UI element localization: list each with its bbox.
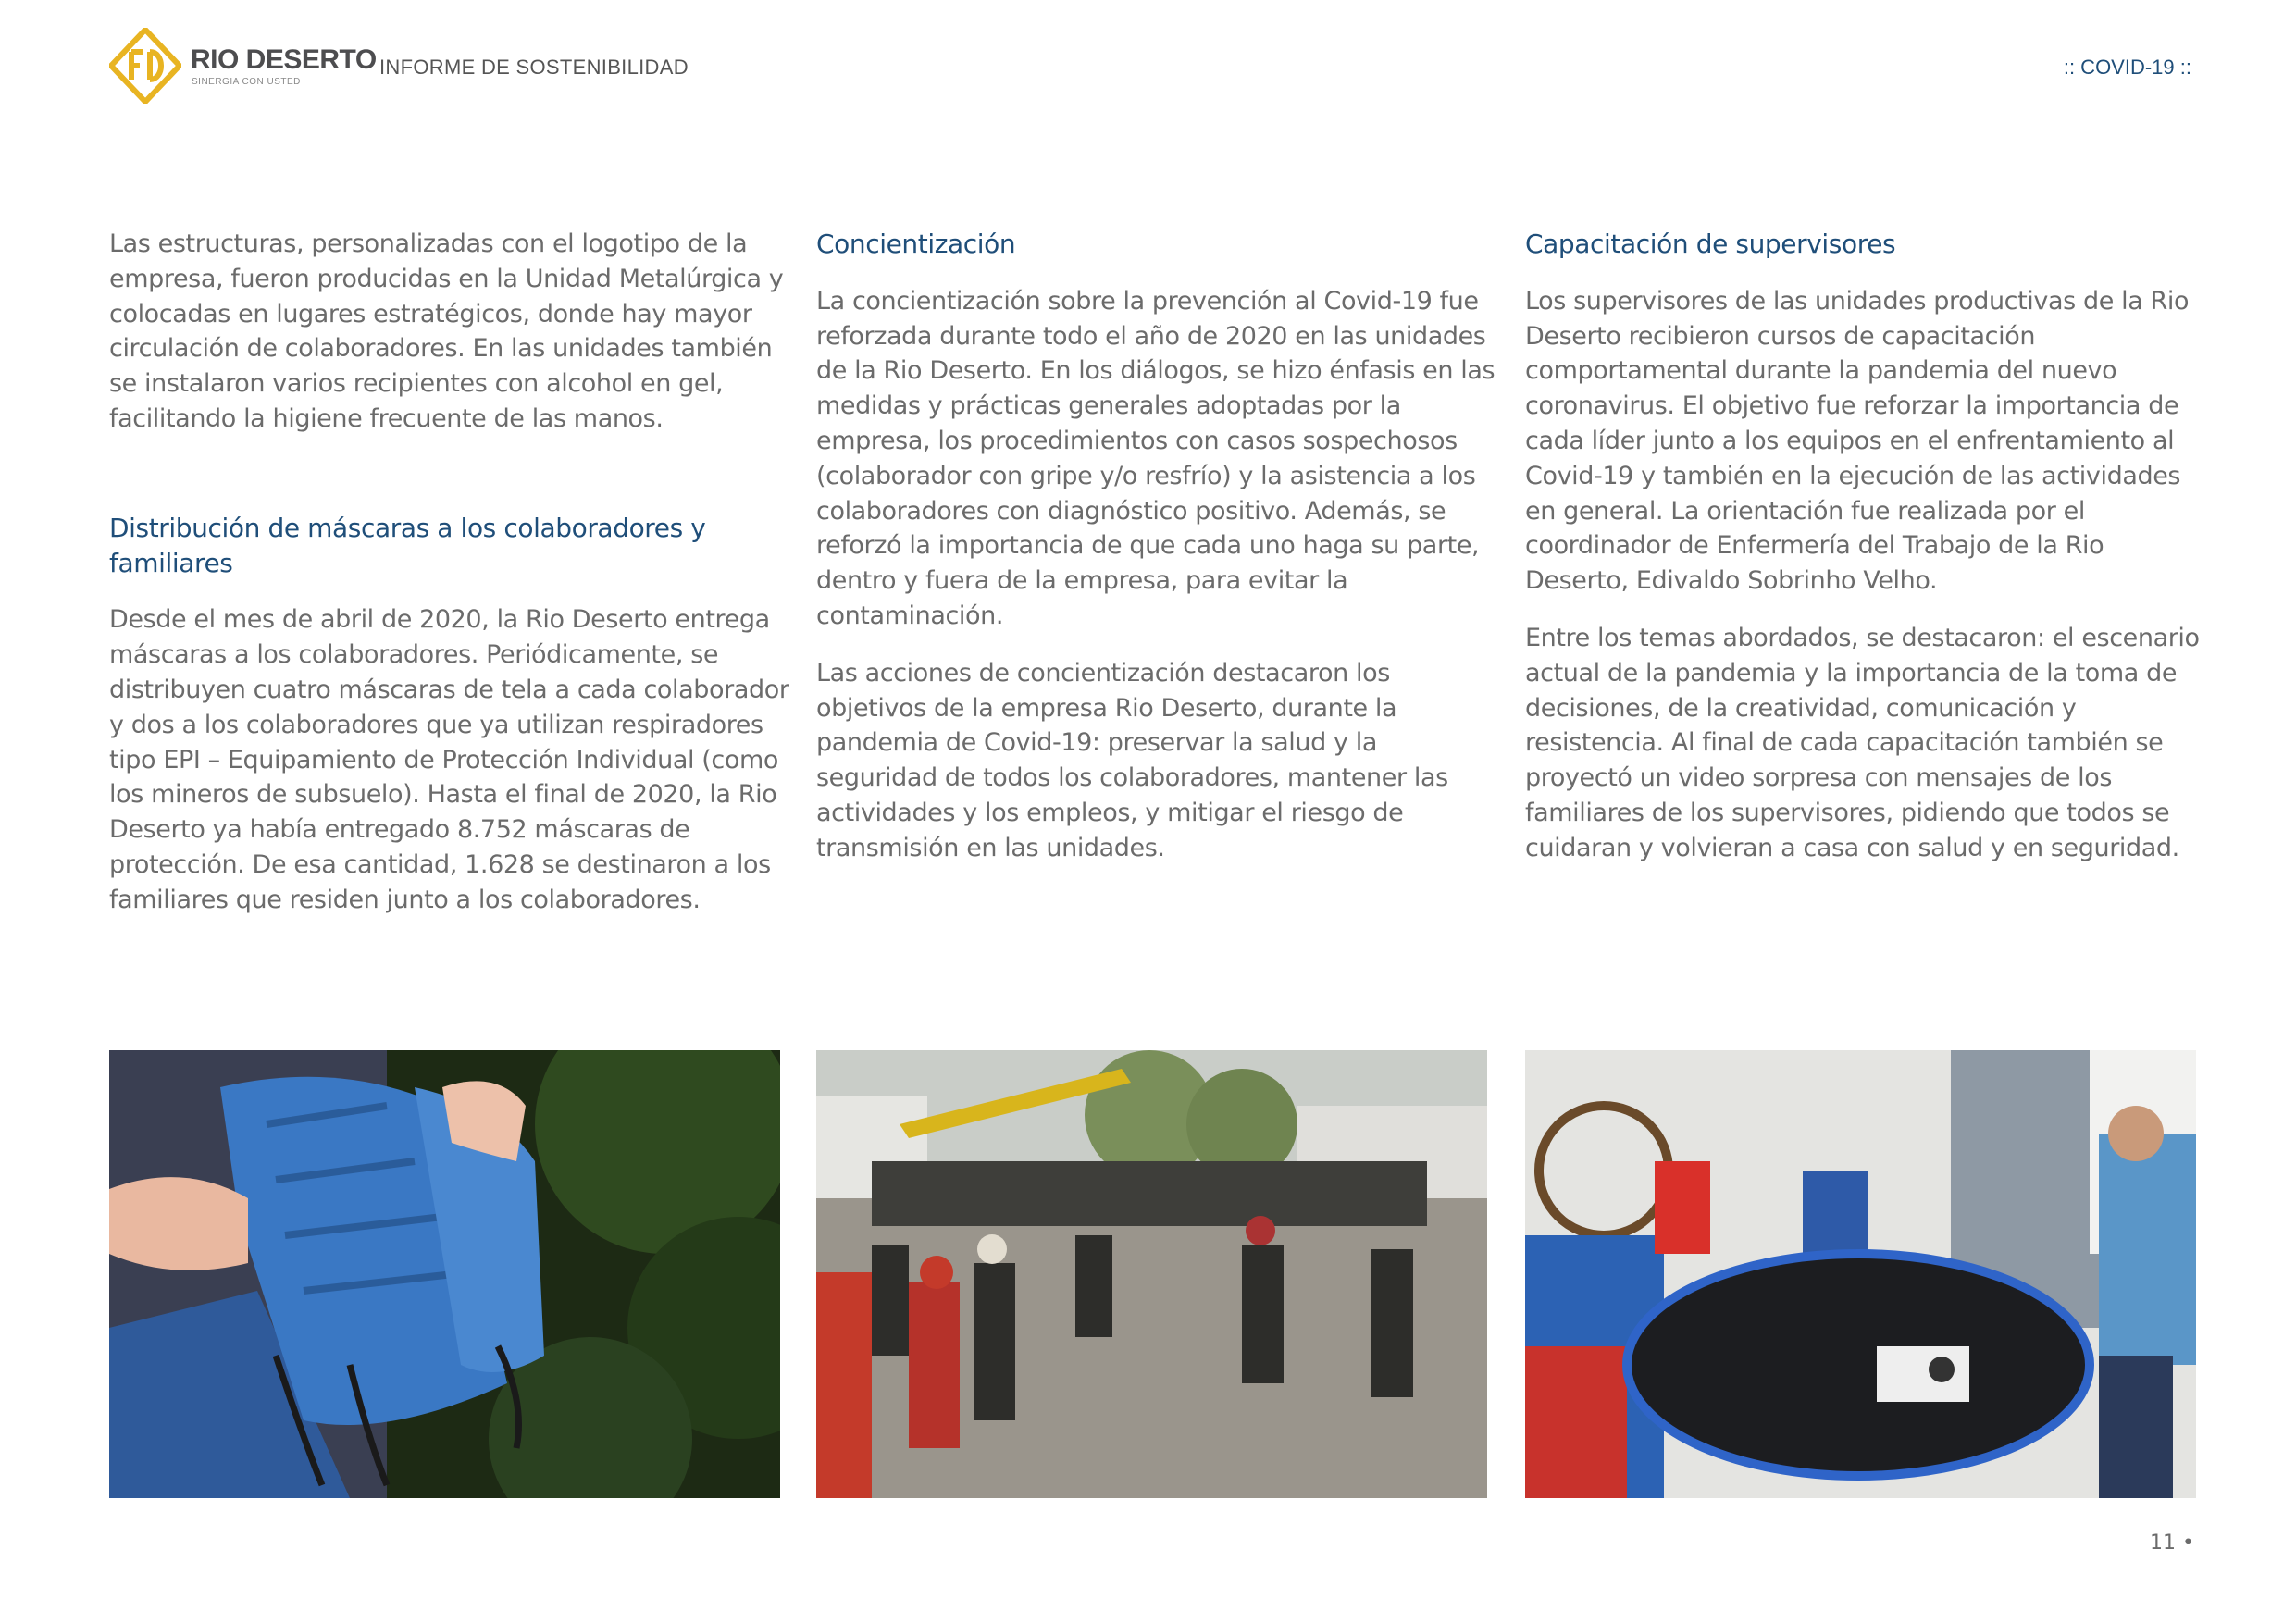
section-tag: :: COVID-19 ::	[2063, 56, 2191, 79]
paragraph-training-2: Entre los temas abordados, se destacaron: el escenario actual de la pandemia y la importancia de la toma de decisiones, de la creatividad, comunicación y resistencia. Al final de cada capacitación también se proyectó un video sorpresa con mensajes de los familiares de los supervisores, pidiendo que todos se cuidaran y volvieran a casa con salud y en seguridad.	[1525, 623, 2200, 862]
brand-name: RIO DESERTO	[191, 44, 377, 75]
rio-deserto-logo-icon	[109, 28, 181, 104]
column-1	[109, 227, 789, 918]
page-number: 11 •	[2150, 1531, 2194, 1555]
column-3	[1525, 227, 2205, 866]
paragraph-structures: Las estructuras, personalizadas con el logotipo de la empresa, fueron producidas en la Unidad Metalúrgica y colocadas en lugares estratégicos, donde hay mayor circulación de colaboradores. En las unidades también se instalaron varios recipientes con alcohol en gel, facilitando la higiene frecuente de las manos.	[109, 229, 784, 433]
paragraph-mask-distribution: Desde el mes de abril de 2020, la Rio Deserto entrega máscaras a los colaboradores. Periódicamente, se distribuyen cuatro máscaras de tela a cada colaborador y dos a los colaboradores que ya utilizan respiradores tipo EPI – Equipamiento de Protección Individual (como los mineros de subsuelo). Hasta el final de 2020, la Rio Deserto ya había entregado 8.752 máscaras de protección. De esa cantidad, 1.628 se destinaron a los familiares que residen junto a los colaboradores.	[109, 605, 789, 914]
workers-gathering-photo	[816, 1050, 1487, 1498]
paragraph-awareness-1: La concientización sobre la prevención al Covid-19 fue reforzada durante todo el año de 2020 en las unidades de la Rio Deserto. En los diálogos, se hizo énfasis en las medidas y prácticas generales adoptadas por la empresa, los procedimientos con casos sospechosos (colaborador con gripe y/o resfrío) y la asistencia a los colaboradores con diagnóstico positivo. Además, se reforzó la importancia de que cada uno haga su parte, dentro y fuera de la empresa, para evitar la contaminación.	[816, 286, 1496, 630]
column-2	[816, 227, 1496, 866]
supervisor-training-photo	[1525, 1050, 2196, 1498]
brand-tagline: SINERGIA CON USTED	[192, 77, 301, 87]
heading-mask-distribution: Distribución de máscaras a los colaboradores y familiares	[109, 512, 706, 578]
page-header	[109, 28, 2191, 111]
paragraph-awareness-2: Las acciones de concientización destacaron los objetivos de la empresa Rio Deserto, durante la pandemia de Covid-19: preservar la salud y la seguridad de todos los colaboradores, mantener las actividades y los empleos, y mitigar el riesgo de transmisión en las unidades.	[816, 658, 1448, 862]
cloth-masks-photo	[109, 1050, 780, 1498]
report-title: INFORME DE SOSTENIBILIDAD	[379, 56, 689, 79]
paragraph-training-1: Los supervisores de las unidades productivas de la Rio Deserto recibieron cursos de capacitación comportamental durante la pandemia del nuevo coronavirus. El objetivo fue reforzar la importancia de cada líder junto a los equipos en el enfrentamiento al Covid-19 y también en la ejecución de las actividades en general. La orientación fue realizada por el coordinador de Enfermería del Trabajo de la Rio Deserto, Edivaldo Sobrinho Velho.	[1525, 286, 2190, 596]
heading-supervisor-training: Capacitación de supervisores	[1525, 229, 1896, 259]
heading-awareness: Concientización	[816, 229, 1016, 259]
